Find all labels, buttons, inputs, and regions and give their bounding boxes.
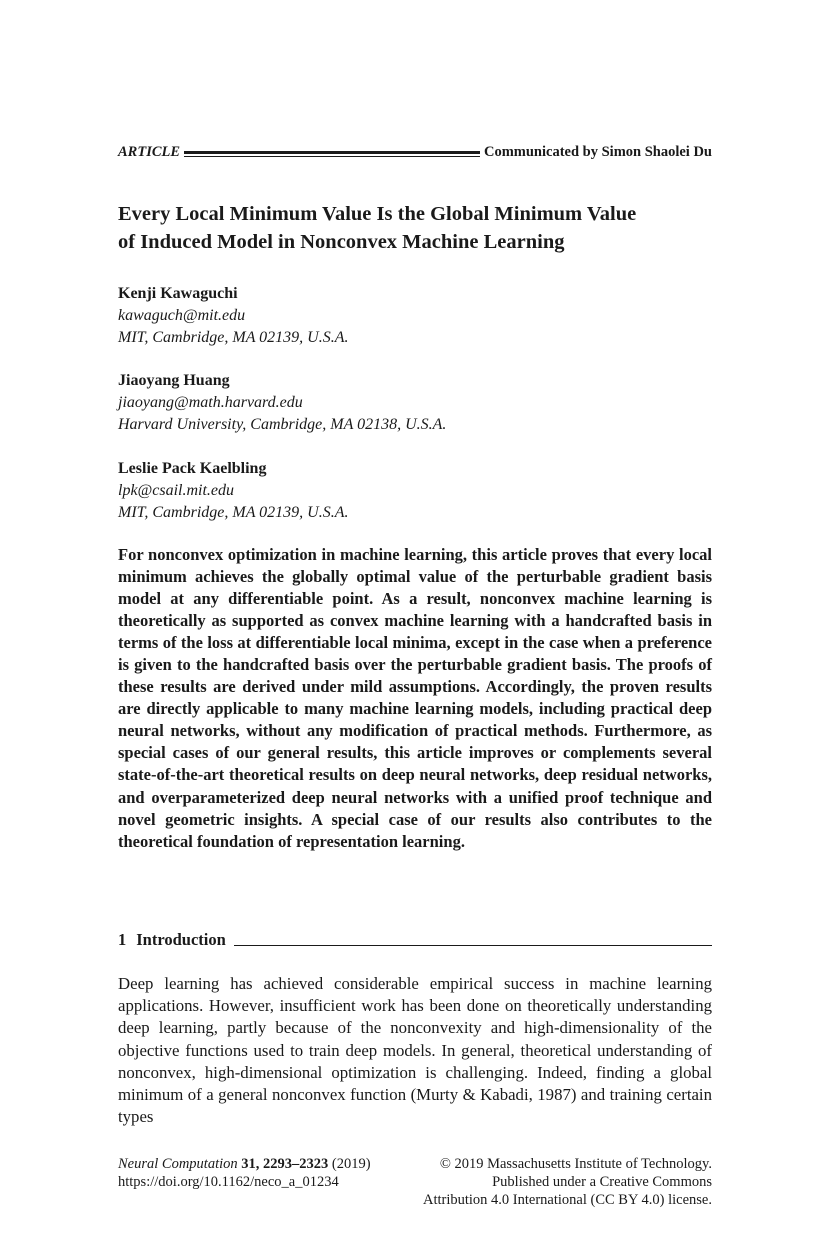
communicated-by: Communicated by Simon Shaolei Du [483, 143, 712, 160]
author-email[interactable]: jiaoyang@math.harvard.edu [118, 394, 303, 411]
copyright: © 2019 Massachusetts Institute of Technology. [439, 1156, 712, 1172]
author-affiliation: MIT, Cambridge, MA 02139, U.S.A. [118, 329, 349, 346]
author-block [118, 458, 712, 524]
article-header [118, 140, 712, 164]
section-heading [118, 930, 712, 950]
section-rule [234, 945, 712, 946]
author-name: Jiaoyang Huang [118, 372, 230, 389]
author-name: Kenji Kawaguchi [118, 285, 238, 302]
doi-link[interactable]: https://doi.org/10.1162/neco_a_01234 [118, 1174, 339, 1190]
journal-volume: 31, 2293–2323 [241, 1156, 329, 1172]
title-line-2: of Induced Model in Nonconvex Machine Learning [118, 231, 565, 253]
journal-name: Neural Computation [118, 1156, 238, 1172]
author-affiliation: Harvard University, Cambridge, MA 02138, U.S.A. [118, 416, 447, 433]
author-email[interactable]: kawaguch@mit.edu [118, 307, 246, 324]
intro-paragraph: Deep learning has achieved considerable empirical success in machine learning applications. However, insufficient work has been done on theoretically understanding deep learning, partly because of the nonconvexity and high-dimensionality of the objective functions used to train deep models. In general, theoretical understanding of nonconvex, high-dimensional optimization is challenging. Indeed, finding a global minimum of a general nonconvex function (Murty & Kabadi, 1987) and training certain types [118, 974, 712, 1127]
article-label: ARTICLE [118, 143, 181, 160]
license-info [423, 1155, 712, 1209]
journal-year: (2019) [331, 1156, 371, 1172]
paper-title [118, 200, 712, 256]
license-line-1: Published under a Creative Commons [492, 1174, 712, 1190]
section-number: 1 [118, 930, 127, 949]
header-rule [184, 151, 480, 154]
license-line-2: Attribution 4.0 International (CC BY 4.0) license. [422, 1192, 712, 1208]
author-name: Leslie Pack Kaelbling [118, 460, 267, 477]
section-title: Introduction [136, 930, 226, 949]
citation-info [118, 1155, 371, 1191]
abstract: For nonconvex optimization in machine learning, this article proves that every local minimum achieves the globally optimal value of the perturbable gradient basis model at any differentiable point. As a result, nonconvex machine learning is theoretically as supported as convex machine learning with a handcrafted basis in terms of the loss at differentiable local minima, except in the case when a preference is given to the handcrafted basis over the perturbable gradient basis. The proofs of these results are derived under mild assumptions. Accordingly, the proven results are directly applicable to many machine learning models, including practical deep neural networks, without any modification of practical methods. Furthermore, as special cases of our general results, this article improves or complements several state-of-the-art theoretical results on deep neural networks, deep residual networks, and overparameterized deep neural networks with a unified proof technique and novel geometric insights. A special case of our results also contributes to the theoretical foundation of representation learning. [118, 545, 712, 851]
author-block [118, 370, 712, 436]
author-email[interactable]: lpk@csail.mit.edu [118, 482, 235, 499]
title-line-1: Every Local Minimum Value Is the Global Minimum Value [118, 203, 637, 225]
author-affiliation: MIT, Cambridge, MA 02139, U.S.A. [118, 504, 349, 521]
author-block [118, 283, 712, 349]
